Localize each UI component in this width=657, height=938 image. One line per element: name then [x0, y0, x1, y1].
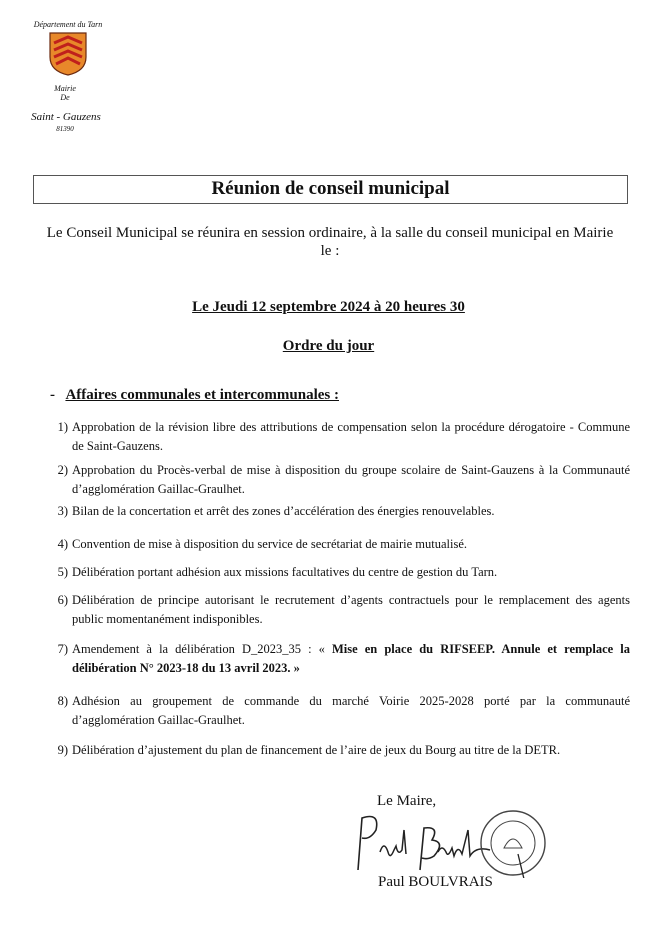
agenda-item-5	[38, 563, 630, 582]
item-text	[72, 640, 630, 678]
item-text: Bilan de la concertation et arrêt des zones d’accélération des énergies renouvelables.	[72, 504, 495, 518]
meeting-date: Le Jeudi 12 septembre 2024 à 20 heures 30	[192, 299, 465, 315]
mairie-word: Mairie	[54, 84, 76, 93]
item-number: 1)	[57, 420, 68, 434]
agenda-item-6	[38, 591, 630, 629]
intro-paragraph: Le Conseil Municipal se réunira en session ordinaire, à la salle du conseil municipal en Mairie le :	[46, 225, 614, 259]
item-text: Approbation du Procès-verbal de mise à disposition du groupe scolaire de Saint-Gauzens à la Communauté d’agglomération Gaillac-Graulhet.	[72, 463, 630, 496]
section-label: Affaires communales et intercommunales :	[65, 387, 339, 403]
section-heading	[50, 387, 339, 404]
mairie-stamp	[478, 808, 548, 878]
agenda-heading: Ordre du jour	[282, 338, 375, 354]
agenda-item-3	[38, 502, 630, 521]
item-text: Délibération d’ajustement du plan de financement de l’aire de jeux du Bourg au titre de la DETR.	[72, 743, 561, 757]
item-number: 4)	[57, 537, 68, 551]
item-number: 6)	[57, 593, 68, 607]
item-text: Délibération portant adhésion aux missions facultatives du centre de gestion du Tarn.	[72, 565, 498, 579]
agenda-item-8	[38, 692, 630, 730]
agenda-item-1	[38, 418, 630, 456]
item-text: Convention de mise à disposition du service de secrétariat de mairie mutualisé.	[72, 537, 468, 551]
mairie-label	[30, 84, 100, 102]
page-title: Réunion de conseil municipal	[211, 178, 450, 199]
item-text: Délibération de principe autorisant le recrutement d’agents contractuels pour le remplacement des agents public momentanément indisponibles.	[72, 593, 630, 626]
item-number: 9)	[57, 743, 68, 757]
agenda-item-4	[38, 535, 630, 554]
item-number: 2)	[57, 463, 68, 477]
agenda-item-2	[38, 461, 630, 499]
item-text-plain: Amendement à la délibération D_2023_35 : «	[72, 642, 332, 656]
signatory-title: Le Maire,	[377, 793, 437, 809]
signatory-name: Paul BOULVRAIS	[378, 874, 493, 890]
town-name: Saint - Gauzens	[31, 111, 101, 123]
item-number: 3)	[57, 504, 68, 518]
agenda-item-7	[38, 640, 630, 678]
item-text: Adhésion au groupement de commande du marché Voirie 2025-2028 porté par la communauté d’agglomération Gaillac-Graulhet.	[72, 694, 630, 727]
item-number: 5)	[57, 565, 68, 579]
item-text-bold: Mise en place du RIFSEEP. Annule et remplace la délibération N° 2023-18 du 13 avril 2023. »	[72, 642, 631, 675]
item-number: 8)	[57, 694, 68, 708]
postal-code: 81390	[56, 125, 74, 133]
item-number: 7)	[57, 642, 68, 656]
item-text: Approbation de la révision libre des attributions de compensation selon la procédure dérogatoire - Commune de Saint-Gauzens.	[72, 420, 630, 453]
de-word: De	[60, 93, 70, 102]
section-bullet: -	[50, 387, 55, 403]
coat-of-arms-logo	[46, 31, 90, 77]
agenda-item-9	[38, 741, 630, 760]
department-label: Département du Tarn	[33, 20, 103, 29]
